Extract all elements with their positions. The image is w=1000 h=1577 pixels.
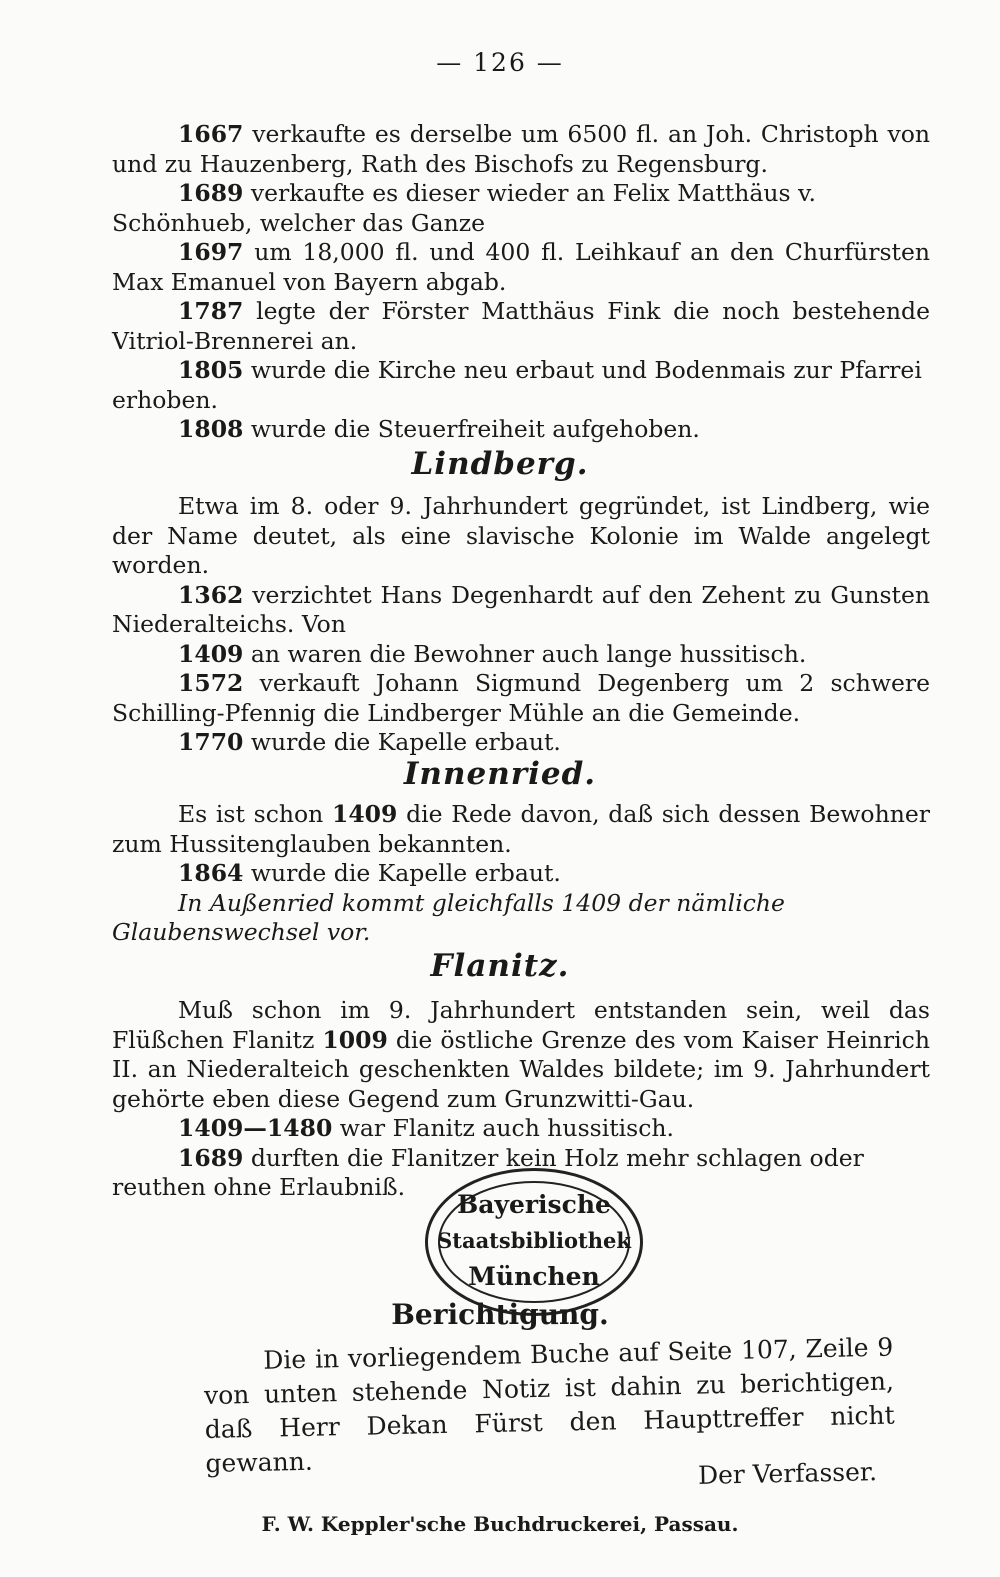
intro-text: die Rede davon, daß sich dessen Bewohner zum Hussitenglauben bekannten. [112,800,930,858]
entry-1697 [112,238,930,297]
errata-title: Berichtigung. [391,1298,609,1331]
entry-text: verzichtet Hans Degenhardt auf den Zehent zu Gunsten Niederalteichs. Von [112,580,930,638]
history-section-bodenmais [112,120,930,445]
entry-year: 1864 [178,859,244,887]
entry-text: wurde die Kirche neu erbaut und Bodenmais zur Pfarrei erhoben. [112,356,922,414]
entry-1362 [112,581,930,640]
stamp-line-3: München [468,1262,600,1291]
entry-text: wurde die Kapelle erbaut. [243,728,561,756]
entry-1787 [112,297,930,356]
entry-1808 [112,415,930,445]
entry-text: wurde die Kapelle erbaut. [243,859,561,887]
entry-year: 1409—1480 [178,1114,333,1142]
entry-year: 1770 [178,728,244,756]
entry-year: 1362 [178,580,244,609]
entry-text: durften die Flanitzer kein Holz mehr schlagen oder reuthen ohne Erlaubniß. [112,1143,864,1201]
errata-signature: Der Verfasser. [697,1457,878,1490]
innenried-intro [112,800,930,859]
entry-1805 [112,356,930,415]
entry-text: verkaufte es dieser wieder an Felix Matthäus v. Schönhueb, welcher das Ganze [112,179,816,237]
entry-year: 1787 [178,297,244,325]
lindberg-intro: Etwa im 8. oder 9. Jahrhundert gegründet, ist Lindberg, wie der Name deutet, als eine slavische Kolonie im Walde angelegt worden. [112,492,930,579]
intro-text: die östliche Grenze des vom Kaiser Heinrich II. an Niederalteich geschenkten Waldes bildete; im 9. Jahrhundert gehörte eben diese Gegend zum Grunzwitti-Gau. [112,1025,930,1113]
history-section-innenried [112,800,930,948]
entry-year: 1667 [178,120,244,148]
entry-year: 1805 [178,356,244,384]
entry-text: um 18,000 fl. und 400 fl. Leihkauf an den Churfürsten Max Emanuel von Bayern abgab. [112,238,930,296]
entry-year: 1689 [178,179,244,207]
entry-text: war Flanitz auch hussitisch. [332,1114,674,1142]
entry-year: 1697 [178,238,244,266]
entry-1667 [112,120,930,179]
page-number: — 126 — [436,48,564,77]
intro-text: Muß schon im 9. Jahrhundert entstanden sein, weil das Flüßchen Flanitz [112,996,930,1054]
history-section-lindberg [112,492,930,758]
entry-year: 1808 [178,415,244,443]
stamp-line-2: Staatsbibliothek [437,1228,631,1253]
entry-year: 1572 [178,669,244,697]
entry-text: an waren die Bewohner auch lange hussitisch. [243,639,807,668]
entry-1770 [112,728,930,758]
errata-text: Die in vorliegendem Buche auf Seite 107, Zeile 9 von unten stehende Notiz ist dahin zu berichtigen, daß Herr Dekan Fürst den Haupttreffer nicht gewann. [203,1332,895,1478]
intro-year: 1409 [331,800,398,828]
heading-flanitz: Flanitz. [430,948,570,984]
entry-text: verkaufte es derselbe um 6500 fl. an Joh. Christoph von und zu Hauzenberg, Rath des Bischofs zu Regensburg. [112,120,930,178]
entry-text: wurde die Steuerfreiheit aufgehoben. [243,415,700,443]
entry-year: 1409 [178,639,244,668]
heading-lindberg: Lindberg. [411,446,589,482]
entry-1409-1480 [112,1114,930,1144]
flanitz-intro [112,996,930,1114]
printer-imprint: F. W. Keppler'sche Buchdruckerei, Passau. [261,1512,739,1536]
entry-text: verkauft Johann Sigmund Degenberg um 2 schwere Schilling-Pfennig die Lindberger Mühle an die Gemeinde. [112,669,930,727]
heading-innenried: Innenried. [403,756,597,792]
library-stamp [425,1168,643,1316]
entry-1864 [112,859,930,889]
intro-text: Es ist schon [178,800,332,828]
entry-1409 [112,640,930,670]
stamp-line-1: Bayerische [457,1190,611,1219]
aussenried-note: In Außenried kommt gleichfalls 1409 der nämliche Glaubenswechsel vor. [112,888,785,946]
entry-1689 [112,179,930,238]
entry-text: legte der Förster Matthäus Fink die noch bestehende Vitriol-Brennerei an. [112,297,930,355]
intro-year: 1009 [322,1025,388,1054]
entry-year: 1689 [178,1143,244,1172]
entry-1572 [112,669,930,728]
